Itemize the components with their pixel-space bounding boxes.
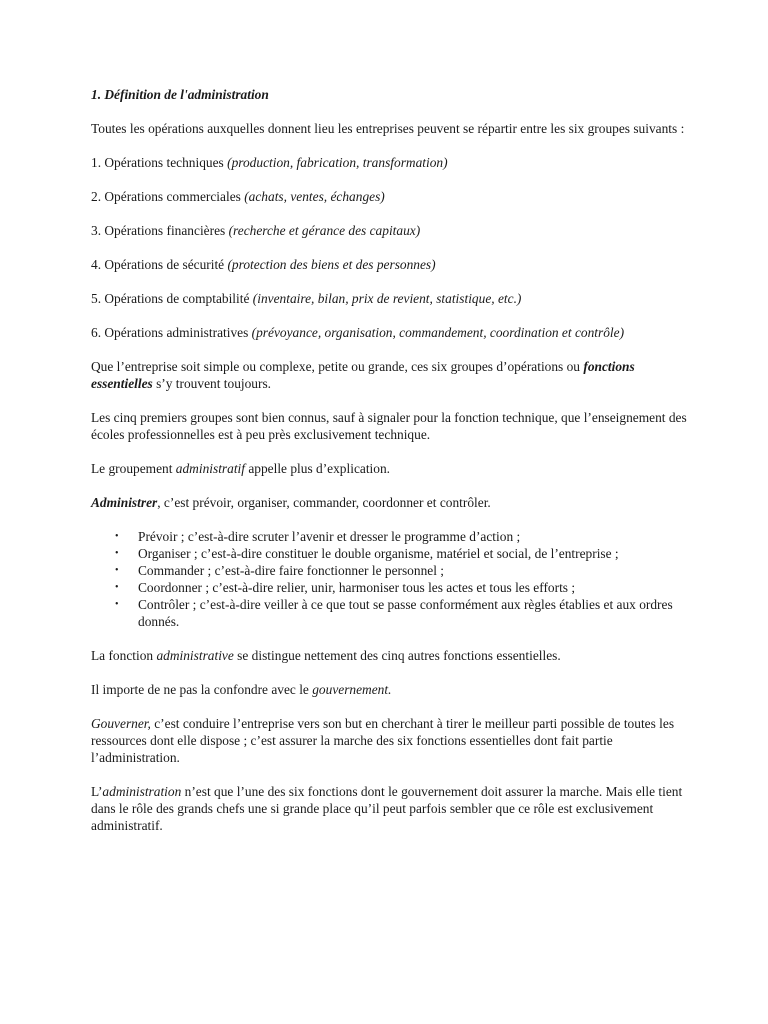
operation-detail: (protection des biens et des personnes) — [227, 257, 436, 272]
final-paragraph — [91, 783, 691, 834]
operation-label: 2. Opérations commerciales — [91, 189, 245, 204]
intro-paragraph: Toutes les opérations auxquelles donnent lieu les entreprises peuvent se répartir entre les six groupes suivants : — [91, 121, 685, 136]
section-heading: 1. Définition de l'administration — [91, 87, 269, 102]
operation-label: 5. Opérations de comptabilité — [91, 291, 253, 306]
govern-definition-paragraph — [91, 715, 691, 766]
operation-label: 6. Opérations administratives — [91, 325, 252, 340]
bullet-icon: • — [115, 582, 119, 593]
operation-detail: (achats, ventes, échanges) — [244, 189, 385, 204]
document-body — [91, 86, 691, 851]
operation-label: 4. Opérations de sécurité — [91, 257, 228, 272]
text-run: Que l’entreprise soit simple ou complexe, petite ou grande, ces six groupes d’opérations ou — [91, 359, 584, 374]
text-run: s’y trouvent toujours. — [152, 376, 272, 391]
list-item — [91, 562, 691, 579]
emphasis-text: administratif — [175, 461, 245, 476]
list-item-text: Prévoir ; c’est-à-dire scruter l’avenir et dresser le programme d’action ; — [138, 529, 521, 544]
emphasis-text: fonctions essentielles — [91, 359, 635, 391]
administrative-function-paragraph — [91, 647, 691, 664]
operation-detail: (prévoyance, organisation, commandement, coordination et contrôle) — [251, 325, 625, 340]
list-item — [91, 579, 691, 596]
emphasis-text: administration — [102, 784, 182, 799]
text-run: La fonction — [91, 648, 157, 663]
operation-item-3 — [91, 222, 691, 239]
operation-item-2 — [91, 188, 691, 205]
bullet-icon: • — [115, 548, 119, 559]
text-run: se distingue nettement des cinq autres fonctions essentielles. — [233, 648, 561, 663]
list-item-text: Commander ; c’est-à-dire faire fonctionner le personnel ; — [138, 563, 444, 578]
text-run: Il importe de ne pas la confondre avec le — [91, 682, 313, 697]
administer-definition — [91, 494, 691, 511]
operation-item-4 — [91, 256, 691, 273]
operation-label: 3. Opérations financières — [91, 223, 229, 238]
list-item — [91, 596, 691, 630]
list-item-text: Coordonner ; c’est-à-dire relier, unir, harmoniser tous les actes et tous les efforts ; — [138, 580, 576, 595]
government-distinction-paragraph — [91, 681, 691, 698]
list-item — [91, 528, 691, 545]
operation-label: 1. Opérations techniques — [91, 155, 228, 170]
definition-bullet-list — [91, 528, 691, 630]
operation-item-6 — [91, 324, 691, 341]
text-run: n’est que l’une des six fonctions dont le gouvernement doit assurer la marche. Mais elle tient dans le rôle des grands chefs une si grande place qu’il peut parfois sembler que ce rôle est exclusivement administratif. — [91, 784, 683, 833]
list-item-text: Organiser ; c’est-à-dire constituer le double organisme, matériel et social, de l’entreprise ; — [138, 546, 619, 561]
essential-functions-paragraph — [91, 358, 691, 392]
list-item — [91, 545, 691, 562]
text-run: c’est conduire l’entreprise vers son but en cherchant à tirer le meilleur parti possible de toutes les ressources dont elle dispose ; c’est assurer la marche des six fonctions essentielles dont fait partie l’administration. — [91, 716, 675, 765]
five-groups-paragraph: Les cinq premiers groupes sont bien connus, sauf à signaler pour la fonction technique, que l’enseignement des écoles professionnelles est à peu près exclusivement technique. — [91, 410, 687, 442]
operation-detail: (production, fabrication, transformation) — [227, 155, 448, 170]
emphasis-text: administrative — [156, 648, 234, 663]
grouping-paragraph — [91, 460, 691, 477]
text-run: L’ — [91, 784, 103, 799]
bullet-icon: • — [115, 565, 119, 576]
operation-detail: (recherche et gérance des capitaux) — [228, 223, 421, 238]
emphasis-text: gouvernement. — [312, 682, 392, 697]
emphasis-text: Gouverner, — [91, 716, 151, 731]
operation-item-5 — [91, 290, 691, 307]
bullet-icon: • — [115, 599, 119, 610]
emphasis-text: Administrer — [91, 495, 158, 510]
bullet-icon: • — [115, 531, 119, 542]
operation-item-1 — [91, 154, 691, 171]
operation-detail: (inventaire, bilan, prix de revient, statistique, etc.) — [252, 291, 522, 306]
list-item-text: Contrôler ; c’est-à-dire veiller à ce que tout se passe conformément aux règles établies et aux ordres donnés. — [138, 597, 673, 629]
text-run: appelle plus d’explication. — [244, 461, 391, 476]
text-run: Le groupement — [91, 461, 176, 476]
text-run: , c’est prévoir, organiser, commander, coordonner et contrôler. — [157, 495, 491, 510]
